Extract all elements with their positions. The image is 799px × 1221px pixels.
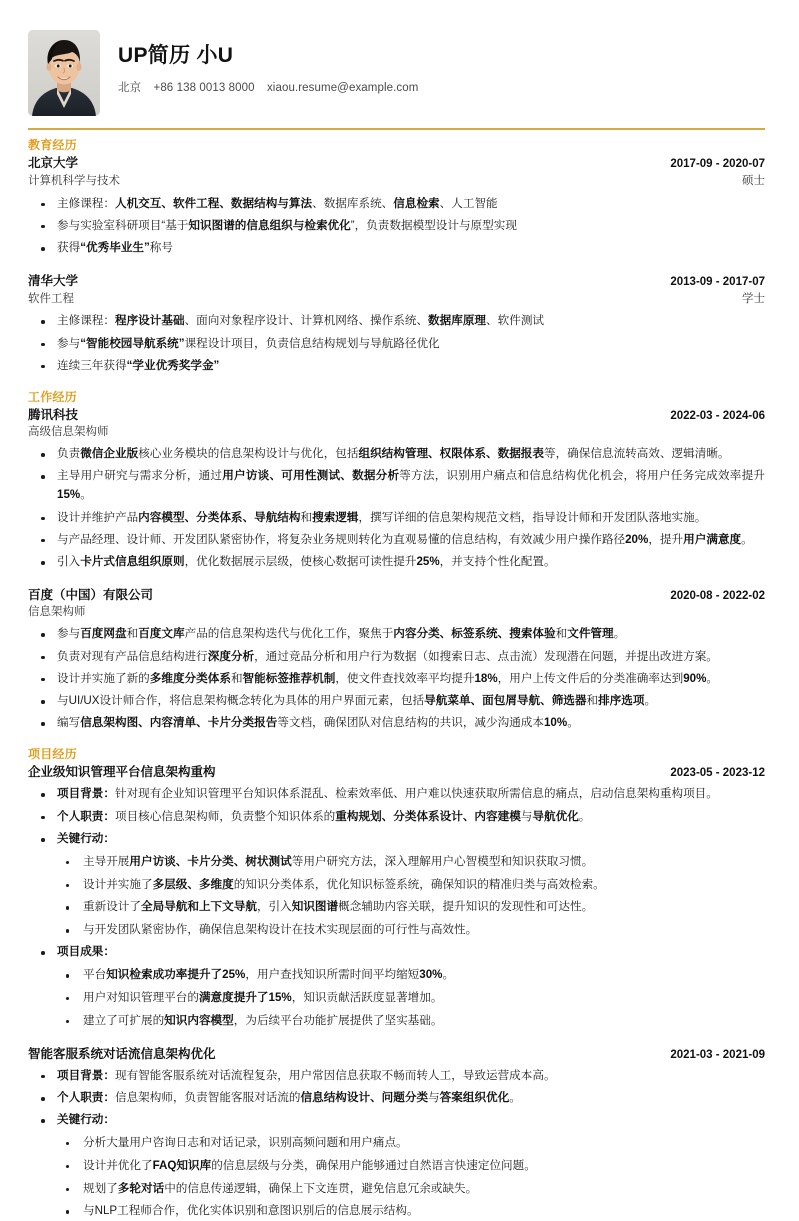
bullet-item: 个人职责：信息架构师，负责智能客服对话流的信息结构设计、问题分类与答案组织优化。 (28, 1089, 765, 1108)
sub-bullet-list (57, 1134, 765, 1221)
sub-bullet-item: 重新设计了全局导航和上下文导航，引入知识图谱概念辅助内容关联，提升知识的发现性和可达性。 (57, 898, 765, 917)
sub-bullet-item: 规划了多轮对话中的信息传递逻辑，确保上下文连贯，避免信息冗余或缺失。 (57, 1180, 765, 1199)
section-divider (28, 128, 765, 130)
bullet-item: 个人职责：项目核心信息架构师，负责整个知识体系的重构规划、分类体系设计、内容建模与导航优化。 (28, 808, 765, 827)
entry-header (28, 763, 765, 781)
bullet-item: 项目背景：现有智能客服系统对话流程复杂，用户常因信息获取不畅而转人工，导致运营成本高。 (28, 1067, 765, 1086)
resume-entry (28, 154, 765, 258)
entry-subheader (28, 604, 765, 621)
entry-role: 高级信息架构师 (28, 425, 109, 438)
entry-subheader (28, 172, 765, 190)
entry-organization: 企业级知识管理平台信息架构重构 (28, 765, 216, 780)
section-title: 项目经历 (28, 747, 77, 762)
sub-bullet-item: 平台知识检索成功率提升了25%，用户查找知识所需时间平均缩短30%。 (57, 966, 765, 985)
section-title: 教育经历 (28, 138, 77, 152)
resume-entry (28, 586, 765, 733)
entry-header (28, 1045, 765, 1063)
entry-organization: 腾讯科技 (28, 407, 79, 422)
entry-organization: 北京大学 (28, 156, 79, 171)
entry-header (28, 586, 765, 604)
entry-period: 2013-09 - 2017-07 (670, 275, 765, 288)
entry-role: 软件工程 (28, 293, 74, 306)
sub-bullet-item: 与NLP工程师合作，优化实体识别和意图识别后的信息展示结构。 (57, 1202, 765, 1221)
entry-organization: 清华大学 (28, 273, 79, 288)
resume-entry (28, 406, 765, 572)
sub-bullet-list (57, 966, 765, 1030)
entry-period: 2017-09 - 2020-07 (670, 158, 765, 171)
resume-sections (28, 128, 765, 1221)
entry-bullet-list (28, 625, 765, 733)
bullet-item: 主导用户研究与需求分析，通过用户访谈、可用性测试、数据分析等方法，识别用户痛点和信息结构优化机会，将用户任务完成效率提升15%。 (28, 467, 765, 505)
sub-bullet-item: 分析大量用户咨询日志和对话记录，识别高频问题和用户痛点。 (57, 1134, 765, 1153)
entry-period: 2021-03 - 2021-09 (670, 1048, 765, 1061)
contact-email: xiaou.resume@example.com (266, 82, 419, 95)
entry-subheader (28, 424, 765, 441)
bullet-item: 参与实验室科研项目“基于知识图谱的信息组织与检索优化”，负责数据模型设计与原型实现 (28, 217, 765, 236)
sub-bullet-item: 建立了可扩展的知识内容模型，为后续平台功能扩展提供了坚实基础。 (57, 1012, 765, 1031)
resume-header (28, 30, 765, 126)
resume-section (28, 389, 765, 734)
resume-section (28, 746, 765, 1221)
sub-bullet-item: 用户对知识管理平台的满意度提升了15%，知识贡献活跃度显著增加。 (57, 989, 765, 1008)
resume-section (28, 128, 765, 376)
entry-organization: 智能客服系统对话流信息架构优化 (28, 1046, 216, 1061)
entry-header (28, 272, 765, 290)
sub-bullet-item: 与开发团队紧密协作，确保信息架构设计在技术实现层面的可行性与高效性。 (57, 921, 765, 940)
entry-period: 2020-08 - 2022-02 (670, 589, 765, 602)
contact-line (118, 79, 418, 95)
page-title: UP简历 小U (118, 44, 234, 67)
bullet-item: 引入卡片式信息组织原则，优化数据展示层级，使核心数据可读性提升25%，并支持个性化配置。 (28, 553, 765, 572)
entry-degree: 硕士 (742, 175, 765, 188)
section-title: 工作经历 (28, 389, 77, 404)
bullet-item: 项目成果： 平台知识检索成功率提升了25%，用户查找知识所需时间平均缩短30%。 用户对知识管理平台的满意度提升了15%，知识贡献活跃度显著增加。 建立了可扩展的知识内容模型，为后续平台功能扩展提供了坚实基础。 (28, 943, 765, 1030)
entry-subheader (28, 290, 765, 308)
bullet-item: 关键行动： 分析大量用户咨询日志和对话记录，识别高频问题和用户痛点。 设计并优化了FAQ知识库的信息层级与分类，确保用户能够通过自然语言快速定位问题。 规划了多轮对话中的信息传递逻辑，确保上下文连贯，避免信息冗余或缺失。 与NLP工程师合作，优化实体识别和意图识别后的信息展示结构。 (28, 1111, 765, 1221)
entry-bullet-list (28, 785, 765, 1030)
entry-bullet-list (28, 195, 765, 258)
bullet-item: 参与“智能校园导航系统”课程设计项目，负责信息结构规划与导航路径优化 (28, 335, 765, 354)
entry-bullet-list (28, 445, 765, 572)
entry-period: 2022-03 - 2024-06 (670, 409, 765, 422)
sub-bullet-item: 主导开展用户访谈、卡片分类、树状测试等用户研究方法，深入理解用户心智模型和知识获取习惯。 (57, 853, 765, 872)
bullet-item: 负责对现有产品信息结构进行深度分析，通过竞品分析和用户行为数据（如搜索日志、点击流）发现潜在问题，并提出改进方案。 (28, 648, 765, 667)
bullet-item: 设计并维护产品内容模型、分类体系、导航结构和搜索逻辑，撰写详细的信息架构规范文档，指导设计师和开发团队落地实施。 (28, 509, 765, 528)
contact-phone: +86 138 0013 8000 (153, 82, 255, 95)
bullet-item: 获得“优秀毕业生”称号 (28, 239, 765, 258)
resume-entry (28, 1045, 765, 1221)
bullet-item: 项目背景：针对现有企业知识管理平台知识体系混乱、检索效率低、用户难以快速获取所需信息的痛点，启动信息架构重构项目。 (28, 785, 765, 804)
entry-bullet-list (28, 312, 765, 375)
bullet-item: 连续三年获得“学业优秀奖学金” (28, 357, 765, 376)
entry-header (28, 406, 765, 424)
resume-entry (28, 272, 765, 376)
portrait-photo-avatar (28, 30, 100, 116)
entry-role: 信息架构师 (28, 606, 86, 618)
bullet-item: 设计并实施了新的多维度分类体系和智能标签推荐机制，使文件查找效率平均提升18%，用户上传文件后的分类准确率达到90%。 (28, 670, 765, 689)
sub-bullet-item: 设计并实施了多层级、多维度的知识分类体系，优化知识标签系统，确保知识的精准归类与高效检索。 (57, 876, 765, 895)
bullet-item: 参与百度网盘和百度文库产品的信息架构迭代与优化工作，聚焦于内容分类、标签系统、搜索体验和文件管理。 (28, 625, 765, 644)
entry-header (28, 154, 765, 172)
bullet-item: 负责微信企业版核心业务模块的信息架构设计与优化，包括组织结构管理、权限体系、数据报表等，确保信息流转高效、逻辑清晰。 (28, 445, 765, 464)
entry-degree: 学士 (742, 293, 765, 306)
entry-role: 计算机科学与技术 (28, 175, 120, 188)
bullet-item: 与产品经理、设计师、开发团队紧密协作，将复杂业务规则转化为直观易懂的信息结构，有效减少用户操作路径20%，提升用户满意度。 (28, 531, 765, 550)
bullet-item: 关键行动： 主导开展用户访谈、卡片分类、树状测试等用户研究方法，深入理解用户心智模型和知识获取习惯。 设计并实施了多层级、多维度的知识分类体系，优化知识标签系统，确保知识的精准归类与高效检索。 重新设计了全局导航和上下文导航，引入知识图谱概念辅助内容关联，提升知识的发现性和可达性。 与开发团队紧密协作，确保信息架构设计在技术实现层面的可行性与高效性。 (28, 830, 765, 940)
resume-entry (28, 763, 765, 1030)
entry-period: 2023-05 - 2023-12 (670, 767, 765, 780)
bullet-item: 主修课程：人机交互、软件工程、数据结构与算法、数据库系统、信息检索、人工智能 (28, 195, 765, 214)
bullet-item: 编写信息架构图、内容清单、卡片分类报告等文档，确保团队对信息结构的共识，减少沟通成本10%。 (28, 714, 765, 733)
bullet-item: 主修课程：程序设计基础、面向对象程序设计、计算机网络、操作系统、数据库原理、软件测试 (28, 312, 765, 331)
bullet-item: 与UI/UX设计师合作，将信息架构概念转化为具体的用户界面元素，包括导航菜单、面包屑导航、筛选器和排序选项。 (28, 692, 765, 711)
sub-bullet-item: 设计并优化了FAQ知识库的信息层级与分类，确保用户能够通过自然语言快速定位问题。 (57, 1157, 765, 1176)
header-text-block (118, 30, 418, 95)
entry-organization: 百度（中国）有限公司 (28, 587, 154, 602)
contact-location: 北京 (118, 82, 142, 95)
sub-bullet-list (57, 853, 765, 940)
entry-bullet-list (28, 1067, 765, 1221)
